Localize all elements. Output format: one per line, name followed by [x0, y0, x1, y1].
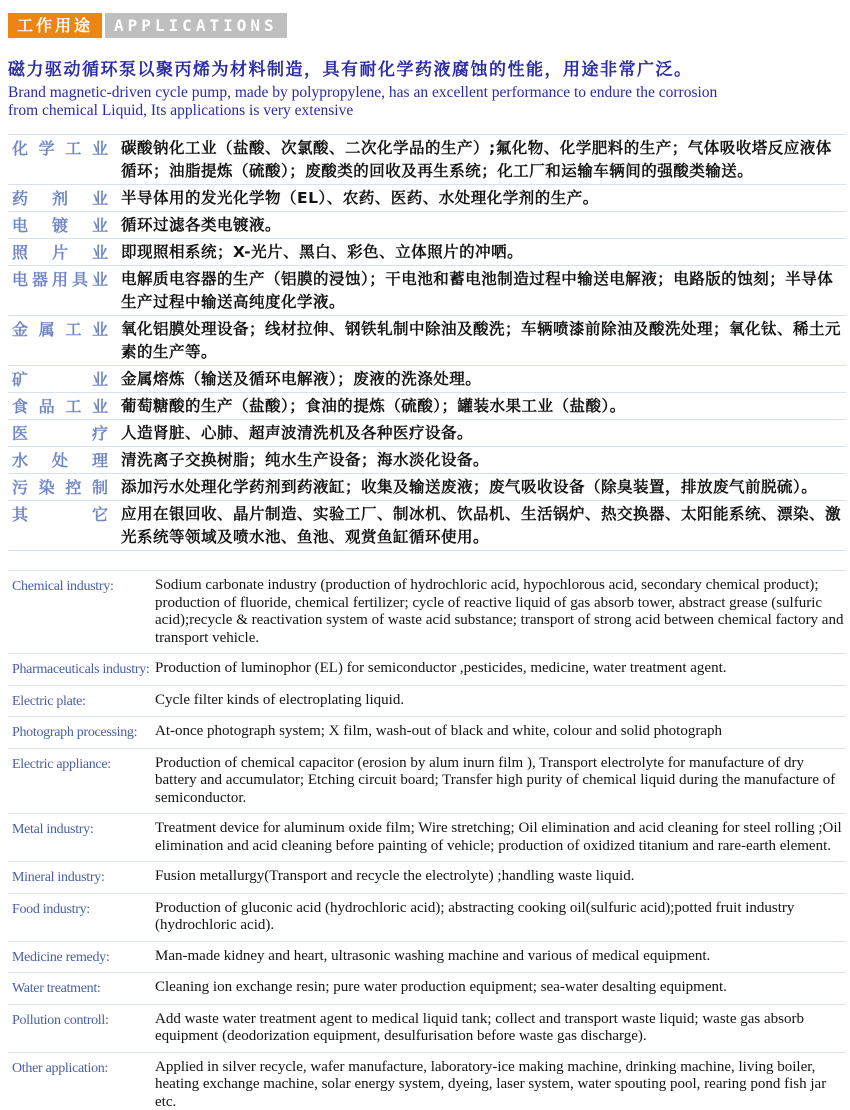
row-description: 碳酸钠化工业（盐酸、次氯酸、二次化学品的生产）;氟化物、化学肥料的生产；气体吸收塔反应液体循环；油脂提炼（硫酸）；废酸类的回收及再生系统；化工厂和运输车辆间的强酸类输送。 — [121, 139, 832, 180]
row-category-label: Other application: — [12, 1060, 109, 1076]
table-row — [8, 266, 846, 316]
row-category-label: Pollution controll: — [12, 1012, 109, 1028]
table-row — [8, 501, 846, 551]
table-row — [8, 942, 846, 974]
row-description: Production of gluconic acid (hydrochloric acid); abstracting cooking oil(sulfuric acid);potted fruit industry (hydrochloric acid). — [155, 899, 795, 933]
row-description: Man-made kidney and heart, ultrasonic washing machine and various of medical equipment. — [155, 947, 711, 964]
row-description: 添加污水处理化学药剂到药液缸；收集及输送废液；废气吸收设备（除臭装置，排放废气前脱硫）。 — [121, 478, 818, 496]
table-row — [8, 654, 846, 686]
row-category-label: Chemical industry: — [12, 579, 114, 594]
row-description: Production of luminophor (EL) for semiconductor ,pesticides, medicine, water treatment agent. — [155, 660, 727, 676]
table-row — [8, 474, 846, 501]
table-row — [8, 420, 846, 447]
row-category-label: 其它 — [12, 505, 108, 524]
row-category-label: 食品工业 — [12, 397, 108, 416]
table-row — [8, 316, 846, 366]
table-row — [8, 1005, 846, 1053]
row-category-label: 医疗 — [12, 424, 108, 443]
row-category-label: Food industry: — [12, 901, 90, 917]
row-description: 葡萄糖酸的生产（盐酸）；食油的提炼（硫酸）；罐装水果工业（盐酸）。 — [121, 397, 626, 415]
row-category-label: Metal industry: — [12, 822, 94, 837]
table-row — [8, 447, 846, 474]
intro-text-english-line1: Brand magnetic-driven cycle pump, made by polypropylene, has an excellent performance to endure the corrosion — [8, 84, 718, 101]
table-row — [8, 862, 846, 894]
row-description: 循环过滤各类电镀液。 — [121, 216, 282, 234]
table-row — [8, 973, 846, 1005]
row-description: 人造肾脏、心肺、超声波清洗机及各种医疗设备。 — [121, 424, 474, 442]
row-description: 清洗离子交换树脂；纯水生产设备；海水淡化设备。 — [121, 451, 490, 469]
table-row — [8, 814, 846, 862]
table-row — [8, 749, 846, 815]
table-row — [8, 135, 846, 185]
row-category-label: Electric appliance: — [12, 756, 111, 772]
section-title-chinese: 工作用途 — [8, 13, 102, 38]
row-description: Production of chemical capacitor (erosion by alum inurn film ), Transport electrolyte for manufacture of dry battery and accumulator; Etching circuit board; Transfer high purity of chemical liquid during the manufacture of semiconductor. — [155, 754, 836, 806]
row-category-label: 矿业 — [12, 370, 108, 389]
row-description: Sodium carbonate industry (production of hydrochloric acid, hypochlorous acid, secondary chemical product); production of fluoride, chemical fertilizer; cycle of reactive liquid of gas absorb tower, abstract grease (sulfuric acid);recycle & reactivation system of waste acid substance; transport of strong acid between chemical factory and transport vehicle. — [155, 577, 844, 646]
row-category-label: Photograph processing: — [12, 725, 138, 740]
row-category-label: 电器用具业 — [12, 270, 108, 289]
row-category-label: 药剂业 — [12, 189, 108, 208]
intro-text-chinese: 磁力驱动循环泵以聚丙烯为材料制造，具有耐化学药液腐蚀的性能，用途非常广泛。 — [8, 60, 693, 80]
table-row — [8, 1053, 846, 1110]
row-category-label: 水处理 — [12, 451, 108, 470]
row-description: 半导体用的发光化学物（EL）、农药、医药、水处理化学剂的生产。 — [121, 189, 599, 207]
table-row — [8, 894, 846, 942]
row-category-label: Mineral industry: — [12, 870, 105, 885]
table-row — [8, 239, 846, 266]
row-description: Cycle filter kinds of electroplating liquid. — [155, 691, 405, 708]
row-category-label: 电镀业 — [12, 216, 108, 235]
row-category-label: Electric plate: — [12, 693, 86, 709]
row-description: Cleaning ion exchange resin; pure water production equipment; sea-water desalting equipment. — [155, 979, 727, 995]
row-category-label: 金属工业 — [12, 320, 108, 339]
row-description: At-once photograph system; X film, wash-out of black and white, colour and solid photograph — [155, 723, 722, 739]
table-row — [8, 571, 846, 654]
row-description: Treatment device for aluminum oxide film; Wire stretching; Oil elimination and acid cleaning for steel rolling ;Oil elimination and acid cleaning before painting of vehicle; production of oxidized titanium and rare-earth element. — [155, 820, 842, 854]
row-category-label: 污染控制 — [12, 478, 108, 497]
row-category-label: Pharmaceuticals industry: — [12, 662, 150, 677]
row-description: Add waste water treatment agent to medical liquid tank; collect and transport waste liquid; waste gas absorb equipment (deodorization equipment, desulfurisation before waste gas discharge). — [155, 1010, 804, 1044]
table-row — [8, 686, 846, 718]
row-description: 电解质电容器的生产（铝膜的浸蚀）；干电池和蓄电池制造过程中输送电解液；电路版的蚀刻；半导体生产过程中输送高纯度化学液。 — [121, 270, 834, 311]
section-title-english: APPLICATIONS — [105, 13, 287, 38]
row-category-label: Water treatment: — [12, 981, 101, 996]
row-description: 应用在银回收、晶片制造、实验工厂、制冰机、饮品机、生活锅炉、热交换器、太阳能系统、漂染、激光系统等领域及喷水池、鱼池、观赏鱼缸循环使用。 — [121, 505, 842, 546]
table-row — [8, 393, 846, 420]
row-description: 即现照相系统；X-光片、黑白、彩色、立体照片的冲哂。 — [121, 243, 524, 261]
row-category-label: 照片业 — [12, 243, 108, 262]
table-row — [8, 212, 846, 239]
row-category-label: 化学工业 — [12, 139, 108, 158]
section-header — [0, 0, 850, 38]
applications-table-chinese — [8, 134, 846, 551]
row-category-label: Medicine remedy: — [12, 949, 110, 965]
table-row — [8, 717, 846, 749]
table-row — [8, 185, 846, 212]
row-description: Fusion metallurgy(Transport and recycle the electrolyte) ;handling waste liquid. — [155, 868, 635, 884]
applications-table-english — [8, 570, 846, 1110]
row-description: 氧化铝膜处理设备；线材拉伸、钢铁轧制中除油及酸洗；车辆喷漆前除油及酸洗处理；氧化钛、稀土元素的生产等。 — [121, 320, 842, 361]
table-row — [8, 366, 846, 393]
row-description: 金属熔炼（输送及循环电解液）；废液的洗涤处理。 — [121, 370, 482, 388]
row-description: Applied in silver recycle, wafer manufacture, laboratory-ice making machine, drinking machine, living boiler, heating exchange machine, solar energy system, dyeing, laser system, water spouting pool, rearing pond fish jar etc. — [155, 1058, 827, 1110]
intro-text-english-line2: from chemical Liquid, Its applications is very extensive — [8, 101, 354, 119]
